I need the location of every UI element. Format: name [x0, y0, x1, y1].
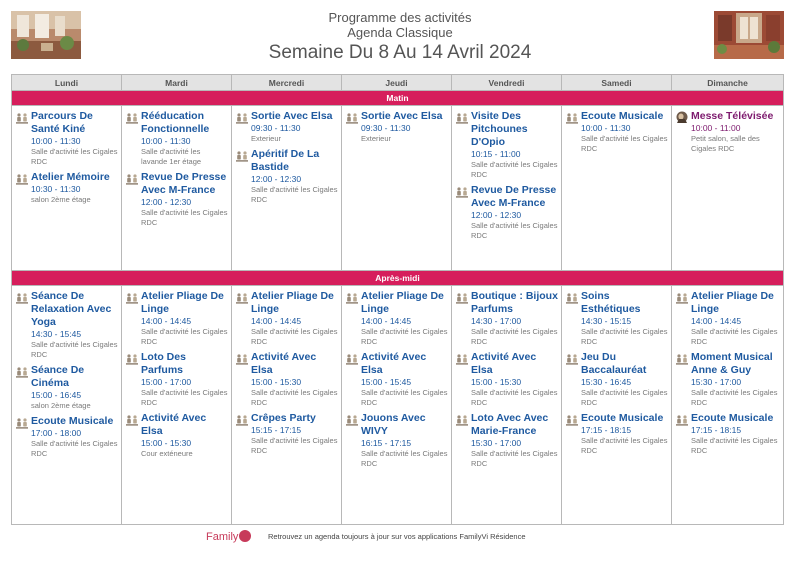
- activity-title: Rééducation Fonctionnelle: [141, 110, 210, 135]
- activity-item: [456, 290, 558, 347]
- activity-body: [31, 415, 118, 459]
- activity-body: [471, 110, 558, 180]
- activity-item: [346, 351, 448, 408]
- activity-time: 15:30 - 17:00: [691, 377, 742, 387]
- activity-body: [251, 148, 338, 205]
- people-activity-icon: [346, 290, 361, 347]
- activity-title: Boutique : Bijoux Parfums: [471, 290, 558, 315]
- people-activity-icon: [346, 412, 361, 469]
- activity-item: [236, 290, 338, 347]
- activity-location: Exterieur: [361, 134, 392, 143]
- activity-item: [346, 412, 448, 469]
- people-activity-icon: [236, 351, 251, 408]
- day-header-dimanche: Dimanche: [672, 75, 784, 91]
- pray-icon: [676, 110, 691, 154]
- activity-title: Parcours De Santé Kiné: [31, 110, 93, 135]
- activity-time: 14:00 - 14:45: [251, 316, 302, 326]
- people-activity-icon: [566, 351, 581, 408]
- activity-item: [16, 415, 118, 459]
- activity-title: Atelier Pliage De Linge: [691, 290, 774, 315]
- activity-item: [16, 110, 118, 167]
- activity-time: 10:00 - 11:00: [691, 123, 741, 133]
- activity-location: Cour exténeure: [141, 449, 193, 458]
- activity-title: Revue De Presse Avec M-France: [471, 184, 557, 209]
- activity-time: 10:00 - 11:30: [581, 123, 631, 133]
- activity-body: [251, 412, 338, 456]
- day-header-mardi: Mardi: [122, 75, 232, 91]
- day-cell-dimanche: [672, 106, 784, 271]
- activity-item: [236, 412, 338, 456]
- section-row: [12, 106, 784, 271]
- activity-item: [236, 148, 338, 205]
- activity-body: [471, 290, 558, 347]
- activity-body: [471, 351, 558, 408]
- activity-time: 14:30 - 17:00: [471, 316, 522, 326]
- activity-body: [31, 110, 118, 167]
- activity-title: Ecoute Musicale: [581, 412, 664, 424]
- activity-title: Crêpes Party: [251, 412, 316, 424]
- activity-time: 15:15 - 17:15: [251, 425, 302, 435]
- activity-location: Salle d'activité les Cigales RDC: [251, 185, 338, 204]
- activity-title: Activité Avec Elsa: [361, 351, 427, 376]
- activity-location: Salle d'activité les Cigales RDC: [691, 436, 778, 455]
- people-activity-icon: [236, 110, 251, 144]
- activity-item: [676, 290, 780, 347]
- activity-item: [566, 351, 668, 408]
- activity-location: Salle d'activité les Cigales RDC: [471, 449, 558, 468]
- week-title: Semaine Du 8 Au 14 Avril 2024: [268, 42, 532, 63]
- activity-time: 17:15 - 18:15: [691, 425, 742, 435]
- activity-time: 09:30 - 11:30: [361, 123, 411, 133]
- activity-location: Salle d'activité les Cigales RDC: [251, 327, 338, 346]
- section-row: [12, 286, 784, 525]
- program-title: Programme des activités: [328, 10, 472, 25]
- activity-location: Salle d'activité les Cigales RDC: [251, 388, 338, 407]
- activity-time: 17:15 - 18:15: [581, 425, 632, 435]
- people-activity-icon: [16, 290, 31, 360]
- people-activity-icon: [16, 415, 31, 459]
- activity-time: 14:30 - 15:15: [581, 316, 632, 326]
- activity-time: 14:30 - 15:45: [31, 329, 82, 339]
- activity-time: 12:00 - 12:30: [141, 197, 192, 207]
- activity-item: [456, 184, 558, 241]
- activity-item: [236, 110, 338, 144]
- activity-time: 15:00 - 15:30: [251, 377, 302, 387]
- people-activity-icon: [16, 171, 31, 205]
- activity-location: Salle d'activité les Cigales RDC: [31, 439, 118, 458]
- activity-location: Salle d'activité les Cigales RDC: [141, 327, 228, 346]
- activity-item: [346, 110, 448, 144]
- footer: [0, 528, 800, 548]
- activity-title: Jeu Du Baccalauréat: [581, 351, 647, 376]
- section-band-row: [12, 91, 784, 106]
- activity-time: 12:00 - 12:30: [471, 210, 522, 220]
- people-activity-icon: [676, 290, 691, 347]
- activity-title: Séance De Relaxation Avec Yoga: [31, 290, 112, 328]
- activity-location: Salle d'activité les Cigales RDC: [31, 147, 118, 166]
- activity-body: [691, 351, 780, 408]
- people-activity-icon: [236, 412, 251, 456]
- activity-body: [141, 171, 228, 228]
- activity-time: 16:15 - 17:15: [361, 438, 412, 448]
- activity-body: [251, 110, 338, 144]
- activity-title: Activité Avec Elsa: [471, 351, 537, 376]
- activity-title: Loto Avec Avec Marie-France: [471, 412, 549, 437]
- activity-location: salon 2ème étage: [31, 401, 91, 410]
- activity-time: 15:30 - 16:45: [581, 377, 632, 387]
- day-header-mercredi: Mercredi: [232, 75, 342, 91]
- activity-title: Atelier Pliage De Linge: [251, 290, 334, 315]
- day-header-lundi: Lundi: [12, 75, 122, 91]
- activity-location: Salle d'activité les Cigales RDC: [691, 327, 778, 346]
- activity-title: Atelier Pliage De Linge: [141, 290, 224, 315]
- activity-location: Salle d'activité les Cigales RDC: [581, 436, 668, 455]
- day-cell-vendredi: [452, 106, 562, 271]
- activity-location: Salle d'activité les Cigales RDC: [141, 388, 228, 407]
- activity-title: Revue De Presse Avec M-France: [141, 171, 227, 196]
- people-activity-icon: [456, 412, 471, 469]
- day-cell-vendredi: [452, 286, 562, 525]
- people-activity-icon: [676, 351, 691, 408]
- activity-time: 17:00 - 18:00: [31, 428, 82, 438]
- activity-location: Salle d'activité les Cigales RDC: [581, 388, 668, 407]
- activity-location: Salle d'activité les Cigales RDC: [471, 388, 558, 407]
- heart-logo-icon: [239, 530, 251, 542]
- activity-body: [141, 351, 228, 408]
- day-cell-jeudi: [342, 286, 452, 525]
- activity-title: Séance De Cinéma: [31, 364, 85, 389]
- activity-time: 14:00 - 14:45: [361, 316, 412, 326]
- activity-title: Loto Des Parfums: [141, 351, 186, 376]
- activity-time: 15:00 - 16:45: [31, 390, 82, 400]
- people-activity-icon: [346, 110, 361, 144]
- activity-item: [126, 412, 228, 459]
- activity-time: 10:30 - 11:30: [31, 184, 81, 194]
- day-cell-mercredi: [232, 106, 342, 271]
- people-activity-icon: [566, 110, 581, 154]
- activity-item: [16, 364, 118, 411]
- activity-time: 10:15 - 11:00: [471, 149, 521, 159]
- activity-location: Salle d'activité les Cigales RDC: [581, 327, 668, 346]
- activity-location: Exterieur: [251, 134, 282, 143]
- day-cell-jeudi: [342, 106, 452, 271]
- activity-body: [691, 290, 780, 347]
- activity-item: [566, 110, 668, 154]
- people-activity-icon: [16, 364, 31, 411]
- people-activity-icon: [126, 290, 141, 347]
- activity-item: [346, 290, 448, 347]
- day-cell-samedi: [562, 106, 672, 271]
- activity-location: Salle d'activité les Cigales RDC: [141, 208, 228, 227]
- activity-time: 15:30 - 17:00: [471, 438, 522, 448]
- activity-body: [691, 110, 780, 154]
- day-cell-lundi: [12, 286, 122, 525]
- people-activity-icon: [456, 184, 471, 241]
- activity-body: [141, 412, 228, 459]
- people-activity-icon: [236, 290, 251, 347]
- footer-message: Retrouvez un agenda toujours à jour sur vos applications FamilyVi Résidence: [268, 532, 526, 541]
- activity-time: 12:00 - 12:30: [251, 174, 302, 184]
- day-header-jeudi: Jeudi: [342, 75, 452, 91]
- people-activity-icon: [126, 110, 141, 167]
- activity-body: [691, 412, 780, 456]
- activity-title: Ecoute Musicale: [31, 415, 114, 427]
- activity-item: [456, 110, 558, 180]
- people-activity-icon: [456, 351, 471, 408]
- activity-body: [361, 412, 448, 469]
- activity-time: 09:30 - 11:30: [251, 123, 301, 133]
- activity-body: [31, 171, 118, 205]
- activity-item: [126, 290, 228, 347]
- activity-body: [31, 290, 118, 360]
- activity-location: Salle d'activité les Cigales RDC: [251, 436, 338, 455]
- activity-body: [581, 110, 668, 154]
- activity-time: 14:00 - 14:45: [691, 316, 742, 326]
- activity-location: Salle d'activité les Cigales RDC: [361, 388, 448, 407]
- activity-item: [676, 412, 780, 456]
- activity-title: Ecoute Musicale: [581, 110, 664, 122]
- activity-item: [676, 351, 780, 408]
- people-activity-icon: [126, 412, 141, 459]
- people-activity-icon: [676, 412, 691, 456]
- activity-item: [126, 171, 228, 228]
- activity-location: Salle d'activité les lavande 1er étage: [141, 147, 202, 166]
- activity-body: [361, 110, 448, 144]
- activity-item: [126, 110, 228, 167]
- activity-time: 15:00 - 15:30: [471, 377, 522, 387]
- activity-time: 15:00 - 17:00: [141, 377, 192, 387]
- activity-time: 15:00 - 15:45: [361, 377, 412, 387]
- day-cell-samedi: [562, 286, 672, 525]
- activity-time: 14:00 - 14:45: [141, 316, 192, 326]
- activity-location: Petit salon, salle des Cigales RDC: [691, 134, 760, 153]
- activity-location: Salle d'activité les Cigales RDC: [361, 327, 448, 346]
- activity-title: Activité Avec Elsa: [251, 351, 317, 376]
- section-band: Après-midi: [12, 271, 784, 286]
- activity-item: [456, 412, 558, 469]
- activity-title: Messe Télévisée: [691, 110, 774, 122]
- familyvi-logo: [206, 530, 251, 543]
- activity-title: Activité Avec Elsa: [141, 412, 207, 437]
- activity-title: Atelier Mémoire: [31, 171, 110, 183]
- activity-time: 15:00 - 15:30: [141, 438, 192, 448]
- day-cell-dimanche: [672, 286, 784, 525]
- activity-location: salon 2ème étage: [31, 195, 91, 204]
- day-header-row: [12, 75, 784, 91]
- people-activity-icon: [566, 290, 581, 347]
- activity-title: Moment Musical Anne & Guy: [691, 351, 773, 376]
- activity-body: [361, 351, 448, 408]
- activity-location: Salle d'activité les Cigales RDC: [581, 134, 668, 153]
- activity-item: [16, 290, 118, 360]
- activity-item: [566, 412, 668, 456]
- people-activity-icon: [16, 110, 31, 167]
- activity-body: [251, 290, 338, 347]
- day-cell-mardi: [122, 106, 232, 271]
- people-activity-icon: [126, 171, 141, 228]
- people-activity-icon: [456, 290, 471, 347]
- day-cell-lundi: [12, 106, 122, 271]
- activity-title: Ecoute Musicale: [691, 412, 774, 424]
- activity-title: Jouons Avec WIVY: [361, 412, 426, 437]
- day-header-samedi: Samedi: [562, 75, 672, 91]
- people-activity-icon: [236, 148, 251, 205]
- activity-location: Salle d'activité les Cigales RDC: [471, 221, 558, 240]
- activity-title: Sortie Avec Elsa: [251, 110, 333, 122]
- activity-title: Atelier Pliage De Linge: [361, 290, 444, 315]
- activity-location: Salle d'activité les Cigales RDC: [361, 449, 448, 468]
- activity-item: [566, 290, 668, 347]
- section-band-row: [12, 271, 784, 286]
- activity-time: 10:00 - 11:30: [31, 136, 81, 146]
- activity-item: [456, 351, 558, 408]
- agenda-subtitle: Agenda Classique: [347, 25, 453, 40]
- activity-body: [581, 290, 668, 347]
- activity-title: Soins Esthétiques: [581, 290, 641, 315]
- activity-location: Salle d'activité les Cigales RDC: [471, 327, 558, 346]
- activity-body: [141, 290, 228, 347]
- brand-name: Family: [206, 531, 239, 543]
- people-activity-icon: [566, 412, 581, 456]
- activity-item: [16, 171, 118, 205]
- page-header: [0, 10, 800, 65]
- activity-location: Salle d'activité les Cigales RDC: [31, 340, 118, 359]
- activity-body: [361, 290, 448, 347]
- activity-body: [581, 412, 668, 456]
- activity-item: [126, 351, 228, 408]
- activity-location: Salle d'activité les Cigales RDC: [471, 160, 558, 179]
- people-activity-icon: [126, 351, 141, 408]
- activity-body: [251, 351, 338, 408]
- activity-title: Sortie Avec Elsa: [361, 110, 443, 122]
- people-activity-icon: [456, 110, 471, 180]
- activity-body: [31, 364, 118, 411]
- activity-body: [471, 184, 558, 241]
- activity-title: Apéritif De La Bastide: [251, 148, 320, 173]
- weekly-calendar: [11, 74, 784, 525]
- day-cell-mardi: [122, 286, 232, 525]
- day-header-vendredi: Vendredi: [452, 75, 562, 91]
- activity-title: Visite Des Pitchounes D'Opio: [471, 110, 528, 148]
- activity-location: Salle d'activité les Cigales RDC: [691, 388, 778, 407]
- activity-body: [141, 110, 228, 167]
- activity-item: [676, 110, 780, 154]
- activity-item: [236, 351, 338, 408]
- activity-time: 10:00 - 11:30: [141, 136, 191, 146]
- section-band: Matin: [12, 91, 784, 106]
- activity-body: [471, 412, 558, 469]
- day-cell-mercredi: [232, 286, 342, 525]
- activity-body: [581, 351, 668, 408]
- people-activity-icon: [346, 351, 361, 408]
